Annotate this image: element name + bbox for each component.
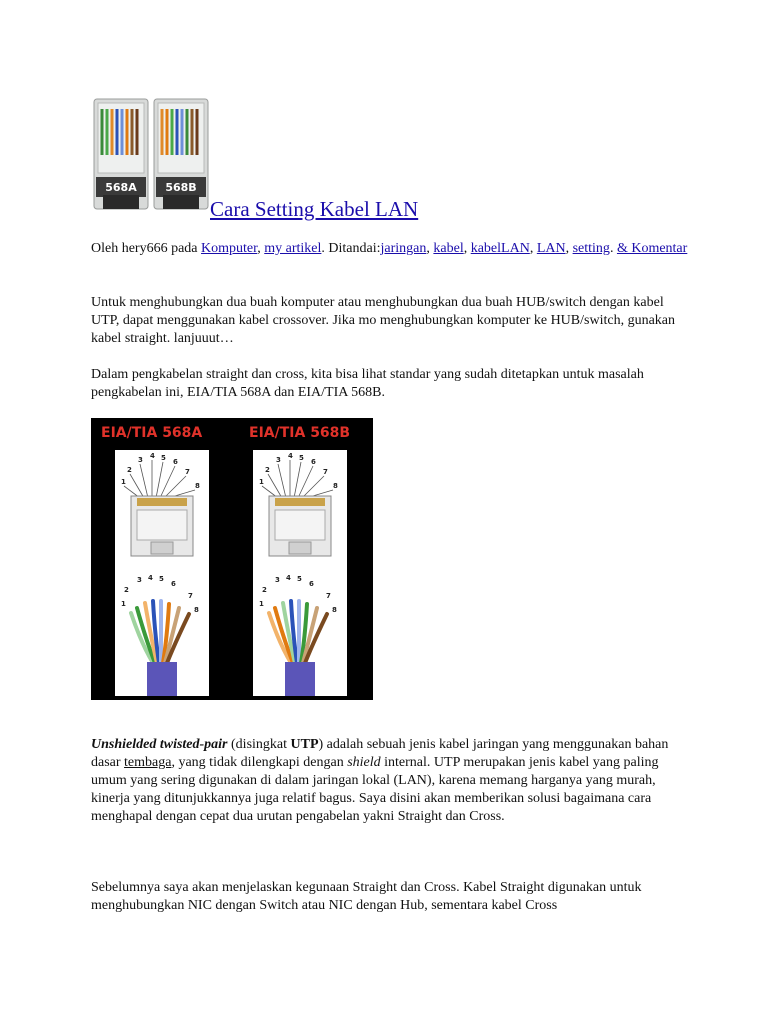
pin-num-lower-1: 1	[121, 600, 126, 608]
tag-link-kabel[interactable]: kabel	[433, 241, 464, 256]
meta-prefix: Oleh hery666 pada	[91, 241, 202, 256]
pin-num-lower-5: 5	[159, 575, 164, 583]
pin-num-b-lower-8: 8	[332, 606, 337, 614]
pin-num-lower-3: 3	[137, 576, 142, 584]
pin-num-lower-8: 8	[194, 606, 199, 614]
tag-link-jaringan[interactable]: jaringan	[380, 241, 427, 256]
category-link-komputer[interactable]: Komputer	[201, 241, 258, 256]
utp-text-2: ) adalah sebuah jenis kabel jaringan yang menggunakan bahan dasar	[91, 737, 669, 770]
paragraph-straight-cross: Sebelumnya saya akan menjelaskan kegunaan Straight dan Cross. Kabel Straight digunakan untuk menghubungkan NIC dengan Switch atau NIC dengan Hub, sementara kabel Cross	[91, 880, 642, 913]
utp-text-1: (disingkat	[227, 737, 291, 752]
pin-num-6: 6	[173, 458, 178, 466]
post-title-link[interactable]: Cara Setting Kabel LAN	[210, 197, 419, 221]
pin-num-b-1: 1	[259, 478, 264, 486]
label-568a: 568A	[105, 181, 137, 194]
category-link-my-artikel[interactable]: my artikel	[264, 241, 322, 256]
pin-num-b-6: 6	[311, 458, 316, 466]
tagged-label: Ditandai:	[324, 241, 381, 256]
utp-term: Unshielded twisted-pair	[91, 737, 228, 752]
shield-term: shield	[347, 755, 381, 770]
pin-num-7: 7	[185, 468, 190, 476]
post-meta: Oleh hery666 pada Komputer, my artikel. Ditandai:jaringan, kabel, kabelLAN, LAN, setting. & Komentar	[91, 241, 688, 256]
diagram-panel-568a	[115, 450, 209, 696]
pin-num-b-lower-6: 6	[309, 580, 314, 588]
diagram-panel-568b	[253, 450, 347, 696]
utp-abbr: UTP	[290, 737, 319, 752]
pin-num-1: 1	[121, 478, 126, 486]
pin-num-lower-4: 4	[148, 574, 153, 582]
pin-num-b-lower-5: 5	[297, 575, 302, 583]
pin-num-4: 4	[150, 452, 155, 460]
pin-num-8: 8	[195, 482, 200, 490]
pin-num-3: 3	[138, 456, 143, 464]
pin-num-b-8: 8	[333, 482, 338, 490]
pin-num-b-5: 5	[299, 454, 304, 462]
pin-num-b-3: 3	[276, 456, 281, 464]
utp-text-3: , yang tidak dilengkapi dengan	[171, 755, 348, 770]
pin-num-lower-7: 7	[188, 592, 193, 600]
paragraph-intro: Untuk menghubungkan dua buah komputer atau menghubungkan dua buah HUB/switch dengan kabel UTP, dapat menggunakan kabel crossover. Jika mo menghubungkan komputer ke HUB/switch, gunakan kabel straight. lanjuuut…	[91, 295, 675, 346]
diagram-title-568b: EIA/TIA 568B	[249, 425, 351, 441]
pin-num-b-2: 2	[265, 466, 270, 474]
paragraph-standards: Dalam pengkabelan straight dan cross, kita bisa lihat standar yang sudah ditetapkan untuk masalah pengkabelan ini, EIA/TIA 568A dan EIA/TIA 568B.	[91, 367, 644, 400]
eia-tia-wiring-diagram	[91, 418, 373, 700]
pin-num-b-lower-7: 7	[326, 592, 331, 600]
pin-num-b-lower-2: 2	[262, 586, 267, 594]
pin-num-b-4: 4	[288, 452, 293, 460]
paragraph-utp	[91, 736, 691, 826]
pin-num-b-lower-4: 4	[286, 574, 291, 582]
tag-link-kabellan[interactable]: kabelLAN	[470, 241, 530, 256]
pin-num-b-lower-3: 3	[275, 576, 280, 584]
label-568b: 568B	[165, 181, 197, 194]
utp-text-4: internal. UTP merupakan jenis kabel yang paling umum yang sering digunakan di dalam jaringan lokal (LAN), karena memang harganya yang murah, kinerja yang ditunjukkannya juga relatif bagus. Saya disini akan memberikan solusi bagaimana cara menghapal dengan cepat dua urutan pengabelan yakni Straight dan Cross.	[91, 755, 659, 824]
pin-num-lower-2: 2	[124, 586, 129, 594]
pin-num-5: 5	[161, 454, 166, 462]
pin-num-b-7: 7	[323, 468, 328, 476]
tag-link-setting[interactable]: setting	[572, 241, 610, 256]
copper-term: tembaga	[124, 755, 172, 770]
pin-num-lower-6: 6	[171, 580, 176, 588]
diagram-title-568a: EIA/TIA 568A	[101, 425, 203, 441]
pin-num-b-lower-1: 1	[259, 600, 264, 608]
pin-num-2: 2	[127, 466, 132, 474]
tag-link-lan[interactable]: LAN	[536, 241, 566, 256]
comment-link[interactable]: & Komentar	[616, 241, 688, 256]
rj45-plugs-image	[91, 95, 213, 217]
